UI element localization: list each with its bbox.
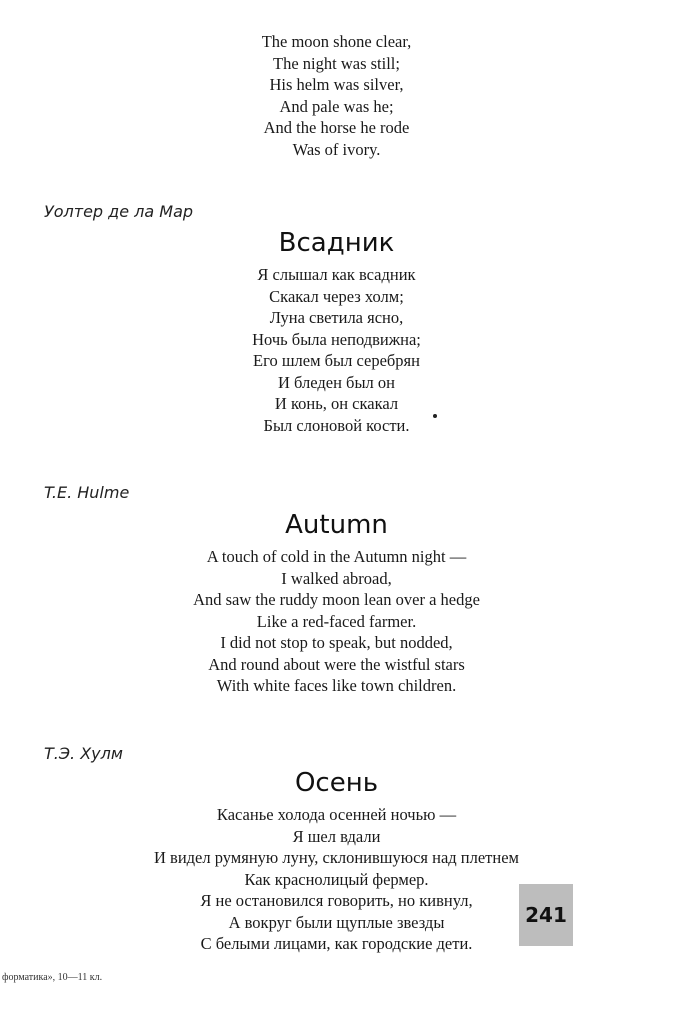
poem-line: Ночь была неподвижна;	[252, 329, 421, 349]
poem-line: Касанье холода осенней ночью —	[216, 805, 457, 824]
poem-line: Его шлем был серебрян	[253, 351, 420, 370]
poem-line: And the horse he rode	[263, 118, 410, 137]
ink-dot	[433, 414, 437, 418]
poem-line: I did not stop to speak, but nodded,	[220, 633, 453, 652]
poem-line: И видел румяную луну, склонившуюся над плетнем	[154, 848, 519, 867]
poem-body	[0, 264, 673, 436]
poem-author: T.E. Hulme	[44, 483, 130, 502]
poem-author: Уолтер де ла Мар	[44, 202, 194, 221]
poem-line: Луна светила ясно,	[269, 308, 404, 327]
poem-title: Осень	[294, 768, 379, 798]
poem-line: His helm was silver,	[269, 75, 404, 94]
poem-title: Всадник	[278, 228, 395, 258]
poem-line: И бледен был он	[278, 372, 395, 392]
poem-line: И конь, он скакал	[274, 394, 399, 413]
poem-line: Скакал через холм;	[269, 286, 404, 306]
poem-line: Was of ivory.	[292, 139, 381, 159]
stanza-moon-english	[0, 31, 673, 160]
poem-line: Я не остановился говорить, но кивнул,	[200, 891, 473, 910]
poem-title: Autumn	[285, 510, 388, 540]
poem-line: A touch of cold in the Autumn night —	[206, 547, 467, 566]
poem-line: Like a red-faced farmer.	[256, 611, 417, 631]
poem-line: And pale was he;	[279, 96, 394, 116]
page-footer: форматика», 10—11 кл.	[2, 972, 103, 983]
poem-line: А вокруг были щуплые звезды	[228, 912, 445, 932]
poem-line: I walked abroad,	[281, 568, 392, 588]
poem-line: And round about were the wistful stars	[208, 654, 465, 674]
poem-line: С белыми лицами, как городские дети.	[200, 934, 473, 953]
poem-line: The night was still;	[273, 53, 400, 73]
poem-author: Т.Э. Хулм	[44, 744, 123, 763]
poem-line: Как краснолицый фермер.	[244, 869, 429, 889]
page-number: 241	[525, 903, 567, 927]
poem-line: And saw the ruddy moon lean over a hedge	[193, 590, 480, 609]
poem-line: The moon shone clear,	[261, 32, 412, 51]
page-number-box	[519, 884, 573, 946]
poem-body	[0, 546, 673, 697]
poem-line: Был слоновой кости.	[263, 415, 410, 435]
poem-line: With white faces like town children.	[216, 676, 457, 695]
poem-line: Я слышал как всадник	[257, 265, 416, 284]
poem-line: Я шел вдали	[292, 826, 381, 846]
